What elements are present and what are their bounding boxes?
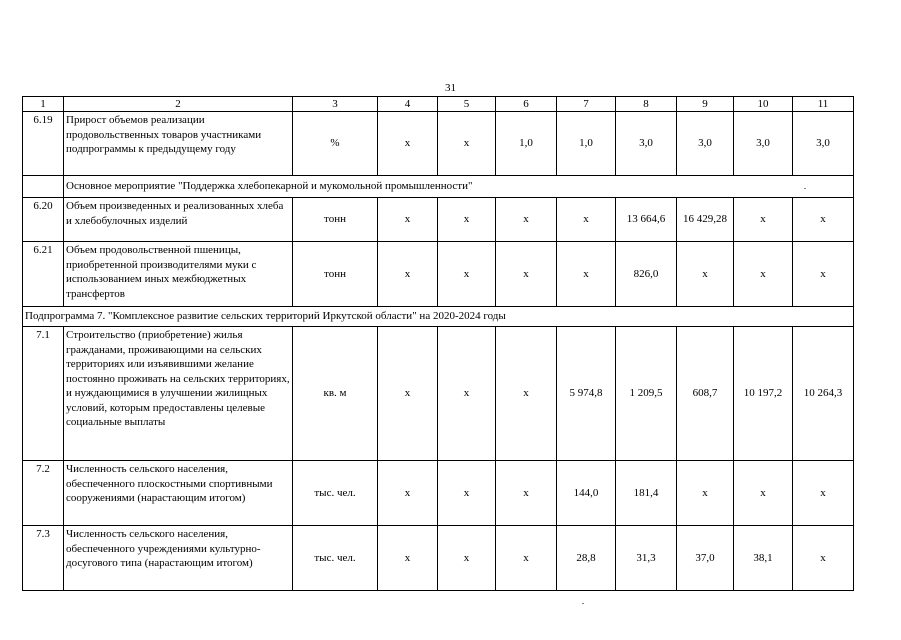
value-cell: 3,0 [616,112,677,176]
indicator-name: Численность сельского населения, обеспеченного плоскостными спортивными сооружениями (нарастающим итогом) [64,461,293,526]
unit-cell: тонн [293,198,378,242]
table-row [23,327,854,461]
value-cell: 3,0 [677,112,734,176]
table-row [23,461,854,526]
value-cell: 144,0 [557,461,616,526]
unit-cell: кв. м [293,327,378,461]
value-cell: 5 974,8 [557,327,616,461]
section-row [23,176,854,198]
row-number: 7.3 [23,526,64,591]
value-cell: х [734,242,793,307]
value-cell: х [438,112,496,176]
row-number: 7.1 [23,327,64,461]
value-cell: 181,4 [616,461,677,526]
value-cell: х [496,242,557,307]
row-number: 6.21 [23,242,64,307]
row-number: 6.19 [23,112,64,176]
value-cell: х [378,242,438,307]
value-cell: х [378,327,438,461]
value-cell: 608,7 [677,327,734,461]
value-cell: х [793,461,854,526]
value-cell: 13 664,6 [616,198,677,242]
unit-cell: % [293,112,378,176]
value-cell: х [438,526,496,591]
value-cell: х [378,198,438,242]
indicator-name: Объем продовольственной пшеницы, приобретенной производителями муки с использованием иных межбюджетных трансфертов [64,242,293,307]
column-header: 4 [378,97,438,112]
page-number: 31 [445,82,456,94]
value-cell: х [378,526,438,591]
scan-speck [582,603,584,604]
value-cell: 3,0 [793,112,854,176]
indicator-name: Численность сельского населения, обеспеченного учреждениями культурно-досугового типа (нарастающим итогом) [64,526,293,591]
table-header-row [23,97,854,112]
value-cell: х [496,461,557,526]
value-cell: х [734,461,793,526]
indicator-name: Объем произведенных и реализованных хлеба и хлебобулочных изделий [64,198,293,242]
value-cell: х [496,327,557,461]
value-cell: 28,8 [557,526,616,591]
value-cell: 38,1 [734,526,793,591]
value-cell: х [557,242,616,307]
value-cell: х [496,198,557,242]
value-cell: х [793,198,854,242]
column-header: 9 [677,97,734,112]
value-cell: х [438,242,496,307]
indicators-table [22,96,854,591]
column-header: 7 [557,97,616,112]
section-title: Основное мероприятие "Поддержка хлебопекарной и мукомольной промышленности" [64,176,854,198]
subprogram-row [23,307,854,327]
column-header: 5 [438,97,496,112]
table-row [23,112,854,176]
subprogram-title: Подпрограмма 7. "Комплексное развитие сельских территорий Иркутской области" на 2020-2024 годы [23,307,854,327]
value-cell: х [378,112,438,176]
value-cell: х [793,242,854,307]
column-header: 2 [64,97,293,112]
value-cell: х [793,526,854,591]
indicator-name: Строительство (приобретение) жилья гражданами, проживающими на сельских территориях или изъявившими желание постоянно проживать на сельских территориях, и нуждающимися в улучшении жилищных условий, которым предоставлены целевые социальные выплаты [64,327,293,461]
value-cell: 1 209,5 [616,327,677,461]
column-header: 3 [293,97,378,112]
value-cell: х [438,198,496,242]
value-cell: 10 197,2 [734,327,793,461]
value-cell: х [438,461,496,526]
value-cell: х [438,327,496,461]
value-cell: 1,0 [496,112,557,176]
value-cell: 31,3 [616,526,677,591]
value-cell: х [496,526,557,591]
row-number: 7.2 [23,461,64,526]
value-cell: 3,0 [734,112,793,176]
scan-speck [804,188,806,189]
value-cell: х [734,198,793,242]
value-cell: 16 429,28 [677,198,734,242]
value-cell: х [557,198,616,242]
column-header: 8 [616,97,677,112]
value-cell: х [677,461,734,526]
value-cell: 37,0 [677,526,734,591]
value-cell: х [378,461,438,526]
table-row [23,526,854,591]
unit-cell: тыс. чел. [293,461,378,526]
unit-cell: тонн [293,242,378,307]
row-number: 6.20 [23,198,64,242]
unit-cell: тыс. чел. [293,526,378,591]
value-cell: 10 264,3 [793,327,854,461]
table-row [23,198,854,242]
value-cell: х [677,242,734,307]
value-cell: 1,0 [557,112,616,176]
row-number-empty [23,176,64,198]
column-header: 10 [734,97,793,112]
column-header: 1 [23,97,64,112]
indicator-name: Прирост объемов реализации продовольственных товаров участниками подпрограммы к предыдущему году [64,112,293,176]
column-header: 11 [793,97,854,112]
value-cell: 826,0 [616,242,677,307]
column-header: 6 [496,97,557,112]
table-row [23,242,854,307]
